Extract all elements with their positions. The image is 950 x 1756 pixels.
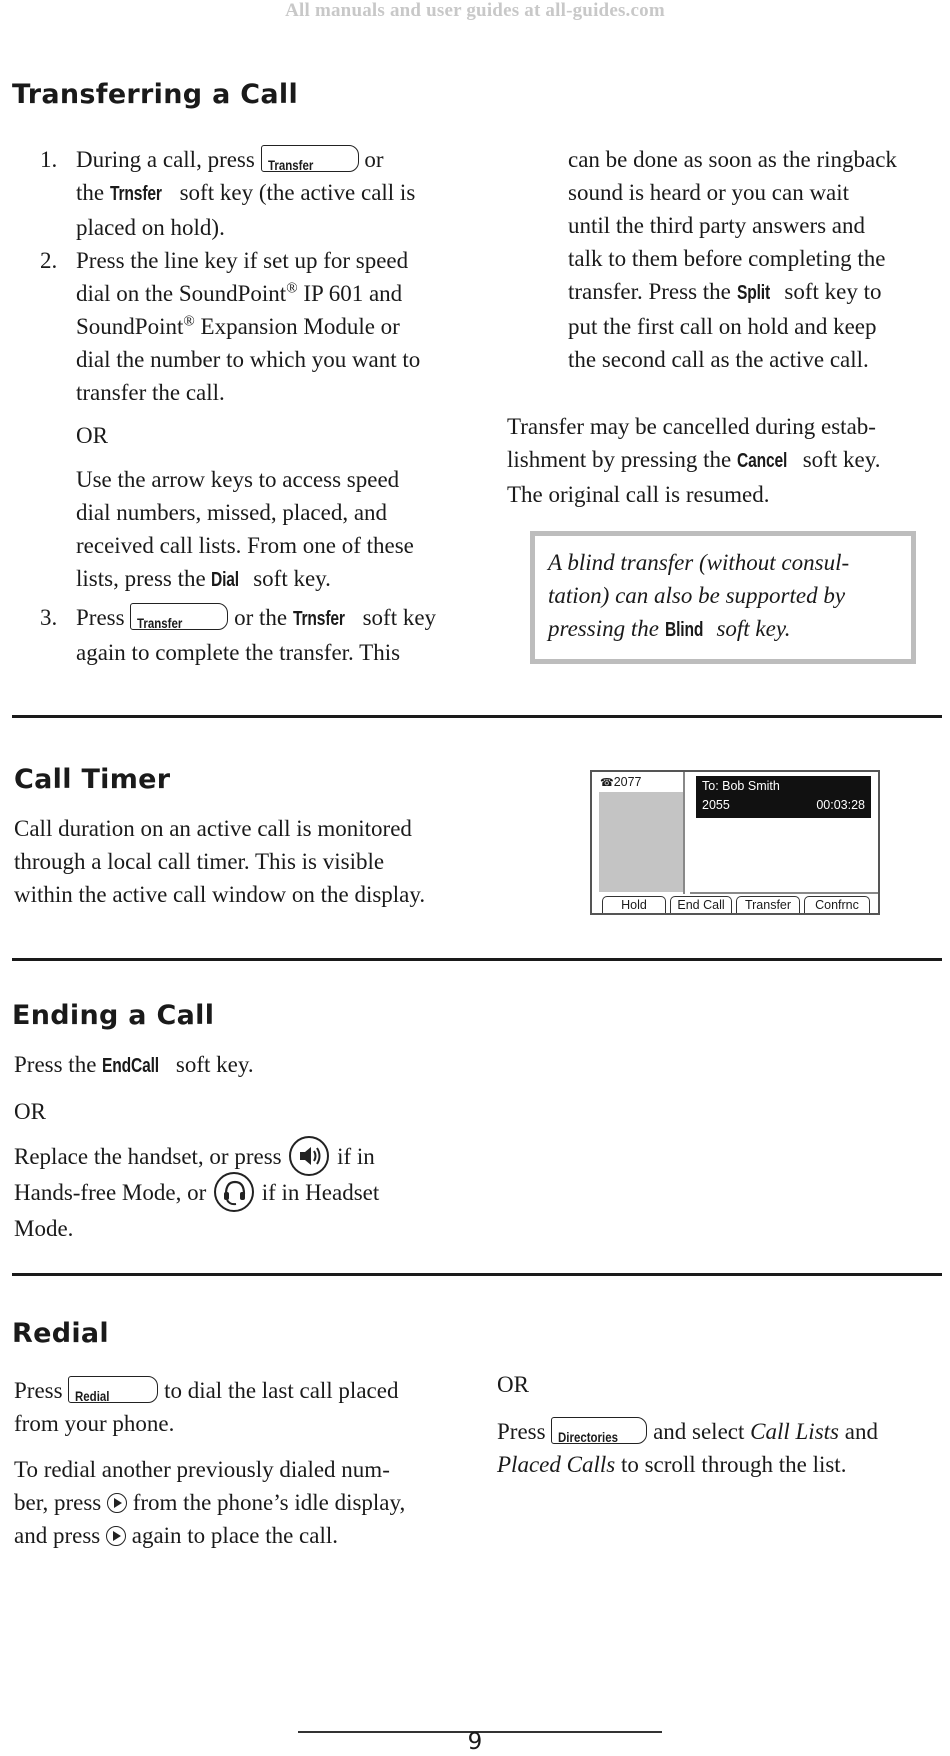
ending-line-2a: Replace the handset, or press: [14, 1144, 282, 1169]
redial-right-line-1c: and: [839, 1419, 878, 1444]
watermark: All manuals and user guides at all-guides.com: [285, 0, 665, 21]
ending-line-1a: Press the: [14, 1052, 97, 1077]
call-number: 2055: [702, 798, 730, 812]
line-number: 2077: [613, 775, 642, 789]
step-2-line-4: dial the number to which you want to: [76, 347, 421, 372]
step-1-text-b: or: [364, 147, 384, 172]
step-1-text-d: soft key (the active call is: [179, 180, 416, 205]
step-3-number: 3.: [40, 605, 58, 630]
right-arrow-key-icon[interactable]: [107, 1493, 127, 1513]
step-2-line-3a: SoundPoint: [76, 314, 184, 339]
redial-line-5b: again to place the call.: [131, 1523, 338, 1548]
softkey-end-call[interactable]: End Call: [670, 896, 732, 914]
cancel-soft-key-label: Cancel: [736, 450, 788, 472]
split-soft-key-label: Split: [736, 282, 770, 304]
redial-right-line-2b: to scroll through the list.: [615, 1452, 847, 1477]
step-1: [40, 143, 480, 244]
softkey-hold[interactable]: Hold: [602, 896, 666, 914]
section-divider-1: [12, 715, 942, 718]
section-title-call-timer: Call Timer: [14, 764, 171, 795]
note-line-1: A blind transfer (without consul-: [548, 550, 850, 575]
blind-soft-key-label: Blind: [664, 619, 703, 641]
continued-line-5a: transfer. Press the: [568, 279, 731, 304]
transfer-continued: [568, 143, 948, 376]
step-1-text-c: the: [76, 180, 105, 205]
registered-mark-2: ®: [183, 313, 195, 330]
alt-line-3: received call lists. From one of these: [76, 533, 414, 558]
timer-line-3: within the active call window on the display.: [14, 882, 426, 907]
line-panel: [599, 792, 683, 892]
alt-line-4a: lists, press the: [76, 566, 206, 591]
step-1-number: 1.: [40, 147, 58, 172]
step-2-line-2a: dial on the SoundPoint: [76, 281, 287, 306]
redial-paragraph-right: [497, 1368, 947, 1481]
step-3-text-d: again to complete the transfer. This: [76, 640, 401, 665]
redial-line-4b: from the phone’s idle display,: [132, 1490, 406, 1515]
ending-call-paragraph: [14, 1048, 534, 1245]
step-3-text-c: soft key: [362, 605, 437, 630]
alt-line-2: dial numbers, missed, placed, and: [76, 500, 388, 525]
step-2-number: 2.: [40, 248, 58, 273]
continued-line-7: the second call as the active call.: [568, 347, 869, 372]
step-2-line-1: Press the line key if set up for speed: [76, 248, 409, 273]
transfer-steps: [40, 143, 480, 669]
phone-icon: ☎: [600, 777, 614, 789]
redial-paragraph-left: [14, 1374, 484, 1552]
redial-hard-key-label: Redial: [75, 1388, 110, 1404]
ending-line-3a: Hands-free Mode, or: [14, 1179, 207, 1205]
section-title-transferring: Transferring a Call: [12, 79, 299, 110]
transfer-hard-key[interactable]: [261, 145, 359, 172]
alt-line-1: Use the arrow keys to access speed: [76, 467, 400, 492]
active-call-window: [696, 776, 871, 818]
page-number: 9: [467, 1729, 483, 1755]
note-line-3a: pressing the: [548, 616, 659, 641]
redial-line-4a: ber, press: [14, 1490, 102, 1515]
step-1-text-e: placed on hold).: [76, 215, 225, 240]
note-line-2: tation) can also be supported by: [548, 583, 846, 608]
section-title-redial: Redial: [12, 1318, 109, 1349]
section-divider-3: [12, 1273, 942, 1276]
redial-right-line-1a: Press: [497, 1419, 546, 1444]
step-3-text-a: Press: [76, 605, 125, 630]
blind-transfer-note: [530, 531, 916, 664]
speaker-key[interactable]: [289, 1136, 329, 1176]
endcall-soft-key-label: EndCall: [102, 1055, 160, 1077]
step-2-or: OR: [76, 423, 108, 448]
call-timer-value: 00:03:28: [816, 798, 865, 812]
headset-icon: [216, 1174, 252, 1210]
headset-key[interactable]: [214, 1172, 254, 1212]
right-arrow-key-icon-2[interactable]: [106, 1526, 126, 1546]
note-line-3b: soft key.: [716, 616, 791, 641]
trnsfer-soft-key-label-2: Trnsfer: [292, 608, 345, 630]
dial-soft-key-label: Dial: [211, 569, 240, 591]
trnsfer-soft-key-label: Trnsfer: [109, 183, 162, 205]
timer-line-2: through a local call timer. This is visible: [14, 849, 385, 874]
timer-line-1: Call duration on an active call is monitored: [14, 816, 412, 841]
step-1-text-a: During a call, press: [76, 147, 255, 172]
ending-line-2b: if in: [337, 1144, 375, 1169]
cancel-line-3: The original call is resumed.: [507, 482, 770, 507]
step-2-line-2b: IP 601 and: [297, 281, 403, 306]
directories-hard-key[interactable]: [551, 1417, 647, 1444]
call-timer-paragraph: [14, 812, 494, 911]
section-title-ending-call: Ending a Call: [12, 1000, 215, 1031]
continued-line-5b: soft key to: [784, 279, 882, 304]
redial-or: OR: [497, 1372, 529, 1397]
redial-line-2: from your phone.: [14, 1411, 175, 1436]
continued-line-6: put the first call on hold and keep: [568, 314, 877, 339]
step-3-text-b: or the: [234, 605, 288, 630]
step-2-line-3b: Expansion Module or: [194, 314, 400, 339]
continued-line-2: sound is heard or you can wait: [568, 180, 850, 205]
transfer-hard-key-2-label: Transfer: [137, 615, 183, 631]
ending-or: OR: [14, 1099, 46, 1124]
redial-line-1b: to dial the last call placed: [164, 1378, 399, 1403]
redial-line-5a: and press: [14, 1523, 101, 1548]
cancel-line-2b: soft key.: [802, 447, 881, 472]
directories-hard-key-label: Directories: [558, 1429, 619, 1445]
ending-line-3b: if in Headset: [261, 1179, 380, 1205]
call-lists-text: Call Lists: [750, 1419, 839, 1444]
screen-bottom-line: [690, 892, 880, 894]
step-3: [40, 601, 480, 669]
speaker-icon: [291, 1138, 327, 1174]
section-divider-2: [12, 958, 942, 961]
continued-line-1: can be done as soon as the ringback: [568, 147, 897, 172]
ending-line-1b: soft key.: [175, 1052, 254, 1077]
continued-line-4: talk to them before completing the: [568, 246, 886, 271]
step-2: [40, 244, 480, 597]
call-to: To: Bob Smith: [702, 779, 780, 793]
cancel-line-2a: lishment by pressing the: [507, 447, 732, 472]
redial-hard-key[interactable]: [68, 1376, 158, 1403]
line-label: [600, 775, 642, 789]
cancel-paragraph: [507, 410, 947, 511]
redial-right-line-1b: and select: [653, 1419, 751, 1444]
registered-mark: ®: [286, 280, 298, 297]
softkey-transfer[interactable]: Transfer: [736, 896, 800, 914]
redial-line-3: To redial another previously dialed num-: [14, 1457, 390, 1482]
cancel-line-1: Transfer may be cancelled during estab-: [507, 414, 876, 439]
ending-line-4: Mode.: [14, 1216, 74, 1242]
placed-calls-text: Placed Calls: [497, 1452, 616, 1477]
phone-display-screenshot: [590, 770, 880, 915]
continued-line-3: until the third party answers and: [568, 213, 866, 238]
panel-divider: [683, 772, 685, 894]
redial-line-1a: Press: [14, 1378, 63, 1403]
softkey-conference[interactable]: Confrnc: [804, 896, 870, 914]
transfer-hard-key-label: Transfer: [267, 157, 313, 173]
alt-line-4b: soft key.: [253, 566, 331, 591]
transfer-hard-key-2[interactable]: [130, 603, 228, 630]
step-2-line-5: transfer the call.: [76, 380, 225, 405]
